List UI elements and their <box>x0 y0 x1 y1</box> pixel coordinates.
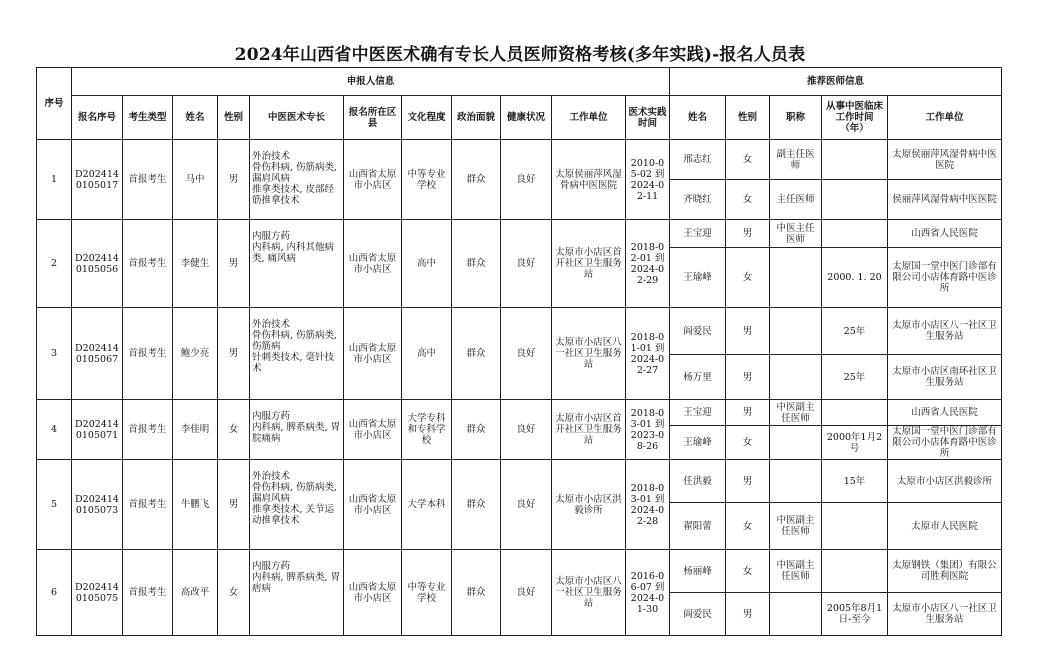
practice-cell: 2018-02-01 到 2024-02-29 <box>626 220 670 308</box>
recommender-title-cell <box>770 248 822 308</box>
health-cell: 良好 <box>501 400 552 460</box>
recommender-years-cell <box>822 400 888 426</box>
workplace-cell: 太原市小店区首开社区卫生服务站 <box>552 400 626 460</box>
health-cell: 良好 <box>501 550 552 636</box>
header-name: 姓名 <box>173 96 218 140</box>
type-cell: 首报考生 <box>123 308 173 400</box>
recommender-title-cell: 副主任医师 <box>770 140 822 180</box>
political-cell: 群众 <box>452 550 501 636</box>
recommender-gender-cell: 男 <box>726 220 770 248</box>
political-cell: 群众 <box>452 460 501 550</box>
name-cell: 李佳明 <box>173 400 218 460</box>
recommender-title-cell <box>770 593 822 636</box>
seq-cell: 5 <box>37 460 72 550</box>
reg-no-cell: D2024140105073 <box>72 460 123 550</box>
table-row <box>37 220 1002 248</box>
recommender-title-cell <box>770 308 822 355</box>
specialty-cell: 内服方药 内科病, 内科其他病类, 痛风病 <box>250 220 344 308</box>
header-workplace: 工作单位 <box>552 96 626 140</box>
recommender-workplace-cell: 侯丽萍风湿骨病中医医院 <box>888 180 1002 220</box>
recommender-title-cell <box>770 426 822 460</box>
practice-cell: 2018-01-01 到 2024-02-27 <box>626 308 670 400</box>
health-cell: 良好 <box>501 460 552 550</box>
recommender-title-cell: 中医主任医师 <box>770 220 822 248</box>
recommender-workplace-cell: 太原市小店区八一社区卫生服务站 <box>888 593 1002 636</box>
table-row <box>37 308 1002 355</box>
recommender-name-cell: 阎爱民 <box>670 593 726 636</box>
recommender-workplace-cell: 太原国一堂中医门诊部有限公司小店体育路中医诊所 <box>888 426 1002 460</box>
recommender-years-cell: 15年 <box>822 460 888 503</box>
specialty-cell: 外治技术 骨伤科病, 伤筋病类, 漏肩风病 推拿类技术, 关节运动推拿技术 <box>250 460 344 550</box>
recommender-workplace-cell: 太原市小店区八一社区卫生服务站 <box>888 308 1002 355</box>
recommender-years-cell: 25年 <box>822 355 888 400</box>
reg-no-cell: D2024140105075 <box>72 550 123 636</box>
document-title: 2024年山西省中医医术确有专长人员医师资格考核(多年实践)-报名人员表 <box>234 45 806 65</box>
recommender-gender-cell: 男 <box>726 460 770 503</box>
education-cell: 大学本科 <box>402 460 452 550</box>
header-seq: 序号 <box>37 68 72 140</box>
specialty-cell: 内服方药 内科病, 脾系病类, 胃痞病 <box>250 550 344 636</box>
specialty-cell: 内服方药 内科病, 脾系病类, 胃脘痛病 <box>250 400 344 460</box>
recommender-workplace-cell: 太原市小店区南环社区卫生服务站 <box>888 355 1002 400</box>
recommender-title-cell: 中医副主任医师 <box>770 550 822 593</box>
practice-cell: 2018-03-01 到 2023-08-26 <box>626 400 670 460</box>
header-gender: 性别 <box>218 96 250 140</box>
recommender-name-cell: 邢志红 <box>670 140 726 180</box>
header-practice: 医术实践时间 <box>626 96 670 140</box>
workplace-cell: 太原侯丽萍风湿骨病中医医院 <box>552 140 626 220</box>
header-recommender-name: 姓名 <box>670 96 726 140</box>
gender-cell: 男 <box>218 308 250 400</box>
header-recommender-gender: 性别 <box>726 96 770 140</box>
recommender-years-cell: 2000. 1. 20 <box>822 248 888 308</box>
header-education: 文化程度 <box>402 96 452 140</box>
gender-cell: 女 <box>218 550 250 636</box>
political-cell: 群众 <box>452 308 501 400</box>
recommender-workplace-cell: 太原市小店区洪毅诊所 <box>888 460 1002 503</box>
name-cell: 鲍少亮 <box>173 308 218 400</box>
type-cell: 首报考生 <box>123 220 173 308</box>
recommender-gender-cell: 女 <box>726 180 770 220</box>
region-cell: 山西省太原市小店区 <box>344 460 402 550</box>
gender-cell: 男 <box>218 220 250 308</box>
education-cell: 中等专业学校 <box>402 550 452 636</box>
political-cell: 群众 <box>452 140 501 220</box>
reg-no-cell: D2024140105056 <box>72 220 123 308</box>
political-cell: 群众 <box>452 220 501 308</box>
recommender-name-cell: 齐晓红 <box>670 180 726 220</box>
table-row <box>37 550 1002 593</box>
recommender-years-cell: 2000年1月2号 <box>822 426 888 460</box>
political-cell: 群众 <box>452 400 501 460</box>
recommender-workplace-cell: 太原国一堂中医门诊部有限公司小店体育路中医诊所 <box>888 248 1002 308</box>
workplace-cell: 太原市小店区八一社区卫生服务站 <box>552 308 626 400</box>
health-cell: 良好 <box>501 220 552 308</box>
recommender-title-cell: 中医副主任医师 <box>770 503 822 550</box>
recommender-years-cell <box>822 140 888 180</box>
recommender-years-cell <box>822 220 888 248</box>
workplace-cell: 太原市小店区八一社区卫生服务站 <box>552 550 626 636</box>
recommender-workplace-cell: 太原市人民医院 <box>888 503 1002 550</box>
recommender-gender-cell: 女 <box>726 248 770 308</box>
recommender-gender-cell: 男 <box>726 593 770 636</box>
recommender-gender-cell: 男 <box>726 308 770 355</box>
recommender-name-cell: 王宝迎 <box>670 400 726 426</box>
recommender-title-cell: 中医副主任医师 <box>770 400 822 426</box>
reg-no-cell: D2024140105017 <box>72 140 123 220</box>
header-political: 政治面貌 <box>452 96 501 140</box>
education-cell: 高中 <box>402 308 452 400</box>
type-cell: 首报考生 <box>123 400 173 460</box>
recommender-years-cell <box>822 550 888 593</box>
seq-cell: 6 <box>37 550 72 636</box>
recommender-workplace-cell: 太原钢铁（集团）有限公司胜利医院 <box>888 550 1002 593</box>
recommender-name-cell: 杨万里 <box>670 355 726 400</box>
recommender-gender-cell: 女 <box>726 550 770 593</box>
seq-cell: 1 <box>37 140 72 220</box>
recommender-title-cell: 主任医师 <box>770 180 822 220</box>
recommender-name-cell: 阎爱民 <box>670 308 726 355</box>
recommender-workplace-cell: 山西省人民医院 <box>888 400 1002 426</box>
seq-cell: 4 <box>37 400 72 460</box>
header-specialty: 中医医术专长 <box>250 96 344 140</box>
specialty-cell: 外治技术 骨伤科病, 伤筋病类, 漏肩风病 推拿类技术, 皮部经筋推拿技术 <box>250 140 344 220</box>
recommender-name-cell: 翟阳蕾 <box>670 503 726 550</box>
type-cell: 首报考生 <box>123 140 173 220</box>
type-cell: 首报考生 <box>123 460 173 550</box>
header-recommender-workplace: 工作单位 <box>888 96 1002 140</box>
workplace-cell: 太原市小店区洪毅诊所 <box>552 460 626 550</box>
practice-cell: 2016-06-07 到 2024-01-30 <box>626 550 670 636</box>
reg-no-cell: D2024140105071 <box>72 400 123 460</box>
practice-cell: 2010-05-02 到 2024-02-11 <box>626 140 670 220</box>
seq-cell: 3 <box>37 308 72 400</box>
gender-cell: 男 <box>218 460 250 550</box>
recommender-title-cell <box>770 355 822 400</box>
health-cell: 良好 <box>501 308 552 400</box>
header-recommender-years: 从事中医临床工作时间（年） <box>822 96 888 140</box>
applicant-table <box>36 67 1002 636</box>
recommender-title-cell <box>770 460 822 503</box>
region-cell: 山西省太原市小店区 <box>344 550 402 636</box>
group-applicant: 申报人信息 <box>72 68 670 96</box>
recommender-name-cell: 王瑜峰 <box>670 248 726 308</box>
table-row <box>37 140 1002 180</box>
recommender-name-cell: 杨丽峰 <box>670 550 726 593</box>
practice-cell: 2018-03-01 到 2024-02-28 <box>626 460 670 550</box>
education-cell: 中等专业学校 <box>402 140 452 220</box>
recommender-years-cell: 2005年8月1日-至今 <box>822 593 888 636</box>
health-cell: 良好 <box>501 140 552 220</box>
specialty-cell: 外治技术 骨伤科病, 伤筋病类, 伤筋病 针刺类技术, 毫针技术 <box>250 308 344 400</box>
education-cell: 高中 <box>402 220 452 308</box>
region-cell: 山西省太原市小店区 <box>344 140 402 220</box>
table-row <box>37 460 1002 503</box>
recommender-name-cell: 王瑜峰 <box>670 426 726 460</box>
gender-cell: 女 <box>218 400 250 460</box>
name-cell: 李健生 <box>173 220 218 308</box>
header-type: 考生类型 <box>123 96 173 140</box>
header-health: 健康状况 <box>501 96 552 140</box>
group-recommender: 推荐医师信息 <box>670 68 1002 96</box>
recommender-years-cell <box>822 180 888 220</box>
recommender-workplace-cell: 山西省人民医院 <box>888 220 1002 248</box>
recommender-gender-cell: 女 <box>726 140 770 180</box>
name-cell: 马中 <box>173 140 218 220</box>
region-cell: 山西省太原市小店区 <box>344 220 402 308</box>
recommender-name-cell: 任洪毅 <box>670 460 726 503</box>
recommender-gender-cell: 女 <box>726 503 770 550</box>
recommender-workplace-cell: 太原侯丽萍风湿骨病中医医院 <box>888 140 1002 180</box>
table-row <box>37 400 1002 426</box>
seq-cell: 2 <box>37 220 72 308</box>
recommender-name-cell: 王宝迎 <box>670 220 726 248</box>
header-recommender-title: 职称 <box>770 96 822 140</box>
name-cell: 牛鹏飞 <box>173 460 218 550</box>
recommender-gender-cell: 女 <box>726 426 770 460</box>
region-cell: 山西省太原市小店区 <box>344 308 402 400</box>
workplace-cell: 太原市小店区首开社区卫生服务站 <box>552 220 626 308</box>
type-cell: 首报考生 <box>123 550 173 636</box>
region-cell: 山西省太原市小店区 <box>344 400 402 460</box>
header-region: 报名所在区县 <box>344 96 402 140</box>
recommender-years-cell <box>822 503 888 550</box>
recommender-gender-cell: 男 <box>726 400 770 426</box>
reg-no-cell: D2024140105067 <box>72 308 123 400</box>
header-reg-no: 报名序号 <box>72 96 123 140</box>
recommender-gender-cell: 男 <box>726 355 770 400</box>
name-cell: 高改平 <box>173 550 218 636</box>
recommender-years-cell: 25年 <box>822 308 888 355</box>
education-cell: 大学专科和专科学校 <box>402 400 452 460</box>
gender-cell: 男 <box>218 140 250 220</box>
